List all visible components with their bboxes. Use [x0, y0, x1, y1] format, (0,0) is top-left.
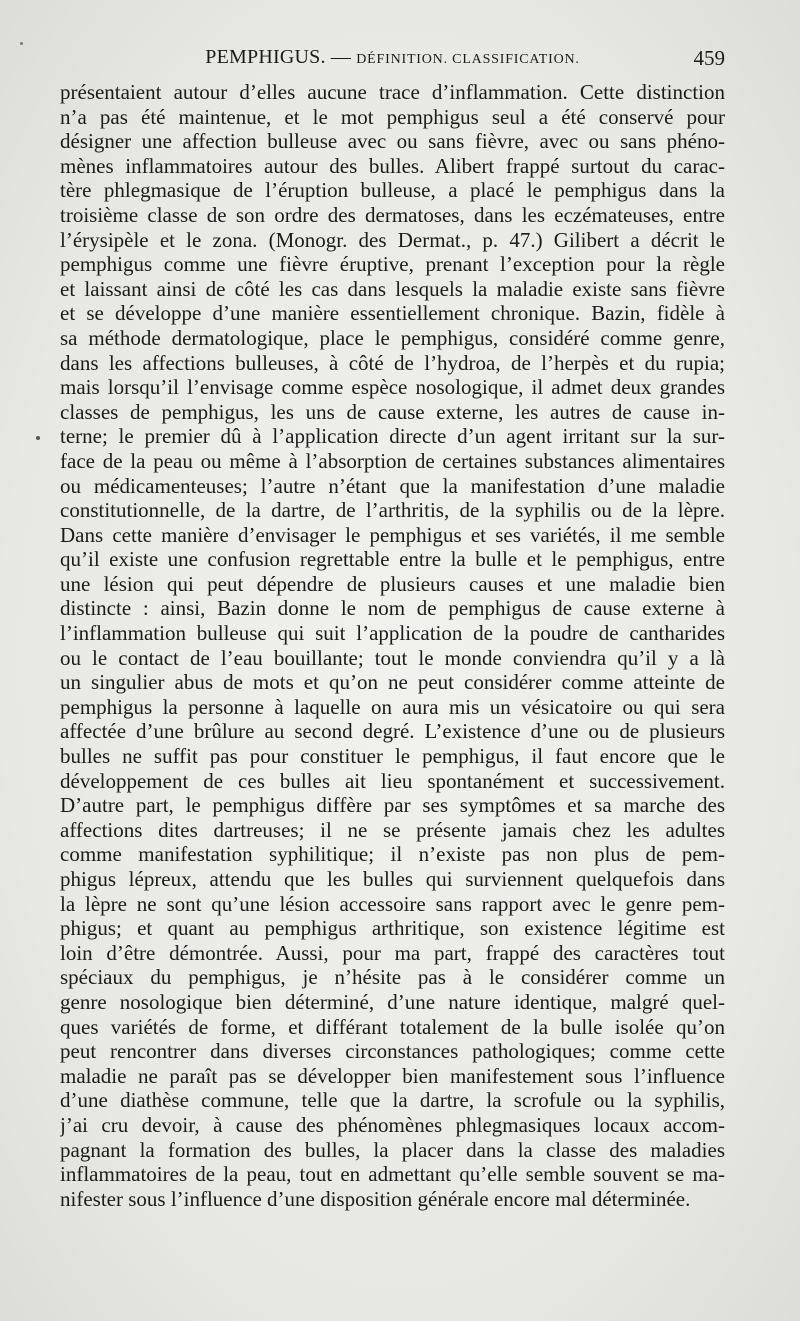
text-line: phigus; et quant au pemphigus arthritique, son existence légitime est — [60, 916, 725, 941]
text-line: face de la peau ou même à l’absorption de certaines substances alimentaires — [60, 448, 725, 473]
text-line: pagnant la formation des bulles, la placer dans la classe des maladies — [60, 1137, 725, 1162]
text-line: mènes inflammatoires autour des bulles. Alibert frappé surtout du carac- — [60, 153, 725, 178]
text-line: classes de pemphigus, les uns de cause externe, les autres de cause in- — [60, 399, 725, 424]
text-line: n’a pas été maintenue, et le mot pemphigus seul a été conservé pour — [60, 104, 725, 129]
print-speck — [20, 42, 23, 45]
text-line: un singulier abus de mots et qu’on ne peut considérer comme atteinte de — [60, 670, 725, 695]
body-text — [60, 80, 725, 1211]
text-line: Dans cette manière d’envisager le pemphigus et ses variétés, il me semble — [60, 522, 725, 547]
text-line: l’érysipèle et le zona. (Monogr. des Dermat., p. 47.) Gilibert a décrit le — [60, 227, 725, 252]
text-line: ou le contact de l’eau bouillante; tout le monde conviendra qu’il y a là — [60, 645, 725, 670]
text-line: D’autre part, le pemphigus diffère par ses symptômes et sa marche des — [60, 793, 725, 818]
text-line: dans les affections bulleuses, à côté de l’hydroa, de l’herpès et du rupia; — [60, 350, 725, 375]
text-line: genre nosologique bien déterminé, d’une nature identique, malgré quel- — [60, 989, 725, 1014]
running-title-sub: DÉFINITION. CLASSIFICATION. — [356, 52, 580, 67]
margin-speck — [36, 436, 40, 440]
text-line: peut rencontrer dans diverses circonstances pathologiques; comme cette — [60, 1039, 725, 1064]
text-line: la lèpre ne sont qu’une lésion accessoire sans rapport avec le genre pem- — [60, 891, 725, 916]
running-title — [60, 46, 725, 69]
text-line: j’ai cru devoir, à cause des phénomènes phlegmasiques locaux accom- — [60, 1112, 725, 1137]
text-line: mais lorsqu’il l’envisage comme espèce nosologique, il admet deux grandes — [60, 375, 725, 400]
text-line: ou médicamenteuses; l’autre n’étant que la manifestation d’une maladie — [60, 473, 725, 498]
text-line: sa méthode dermatologique, place le pemphigus, considéré comme genre, — [60, 325, 725, 350]
text-line: constitutionnelle, de la dartre, de l’arthritis, de la syphilis ou de la lèpre. — [60, 498, 725, 523]
text-line: nifester sous l’influence d’une disposition générale encore mal déterminée. — [60, 1186, 691, 1211]
text-line: affectée d’une brûlure au second degré. L’existence d’une ou de plusieurs — [60, 719, 725, 744]
text-line: développement de ces bulles ait lieu spontanément et successivement. — [60, 768, 725, 793]
text-line: et laissant ainsi de côté les cas dans lesquels la maladie existe sans fièvre — [60, 276, 725, 301]
text-line: inflammatoires de la peau, tout en admettant qu’elle semble souvent se ma- — [60, 1162, 725, 1187]
text-line: désigner une affection bulleuse avec ou sans fièvre, avec ou sans phéno- — [60, 129, 725, 154]
text-line: tère phlegmasique de l’éruption bulleuse, a placé le pemphigus dans la — [60, 178, 725, 203]
text-line: une lésion qui peut dépendre de plusieurs causes et une maladie bien — [60, 571, 725, 596]
text-line: pemphigus la personne à laquelle on aura mis un vésicatoire ou qui sera — [60, 694, 725, 719]
page-number: 459 — [693, 46, 725, 70]
text-line: troisième classe de son ordre des dermatoses, dans les eczémateuses, entre — [60, 202, 725, 227]
text-line: terne; le premier dû à l’application directe d’un agent irritant sur la sur- — [60, 424, 725, 449]
text-line: d’une diathèse commune, telle que la dartre, la scrofule ou la syphilis, — [60, 1088, 725, 1113]
text-line: et se développe d’une manière essentiellement chronique. Bazin, fidèle à — [60, 301, 725, 326]
text-line: bulles ne suffit pas pour constituer le pemphigus, il faut encore que le — [60, 744, 725, 769]
running-header — [60, 42, 725, 76]
text-line: comme manifestation syphilitique; il n’existe pas non plus de pem- — [60, 842, 725, 867]
text-line: loin d’être démontrée. Aussi, pour ma part, frappé des caractères tout — [60, 940, 725, 965]
text-line: spéciaux du pemphigus, je n’hésite pas à le considérer comme un — [60, 965, 725, 990]
text-line: ques variétés de forme, et différant totalement de la bulle isolée qu’on — [60, 1014, 725, 1039]
text-line: qu’il existe une confusion regrettable entre la bulle et le pemphigus, entre — [60, 547, 725, 572]
text-line: distincte : ainsi, Bazin donne le nom de pemphigus de cause externe à — [60, 596, 725, 621]
text-line: l’inflammation bulleuse qui suit l’application de la poudre de cantharides — [60, 621, 725, 646]
text-line: affections dites dartreuses; il ne se présente jamais chez les adultes — [60, 817, 725, 842]
text-line: phigus lépreux, attendu que les bulles qui surviennent quelquefois dans — [60, 867, 725, 891]
running-title-main: PEMPHIGUS. — — [205, 46, 352, 68]
text-line: présentaient autour d’elles aucune trace d’inflammation. Cette distinction — [60, 80, 725, 104]
text-line: pemphigus comme une fièvre éruptive, prenant l’exception pour la règle — [60, 252, 725, 277]
text-line: maladie ne paraît pas se développer bien manifestement sous l’influence — [60, 1063, 725, 1088]
